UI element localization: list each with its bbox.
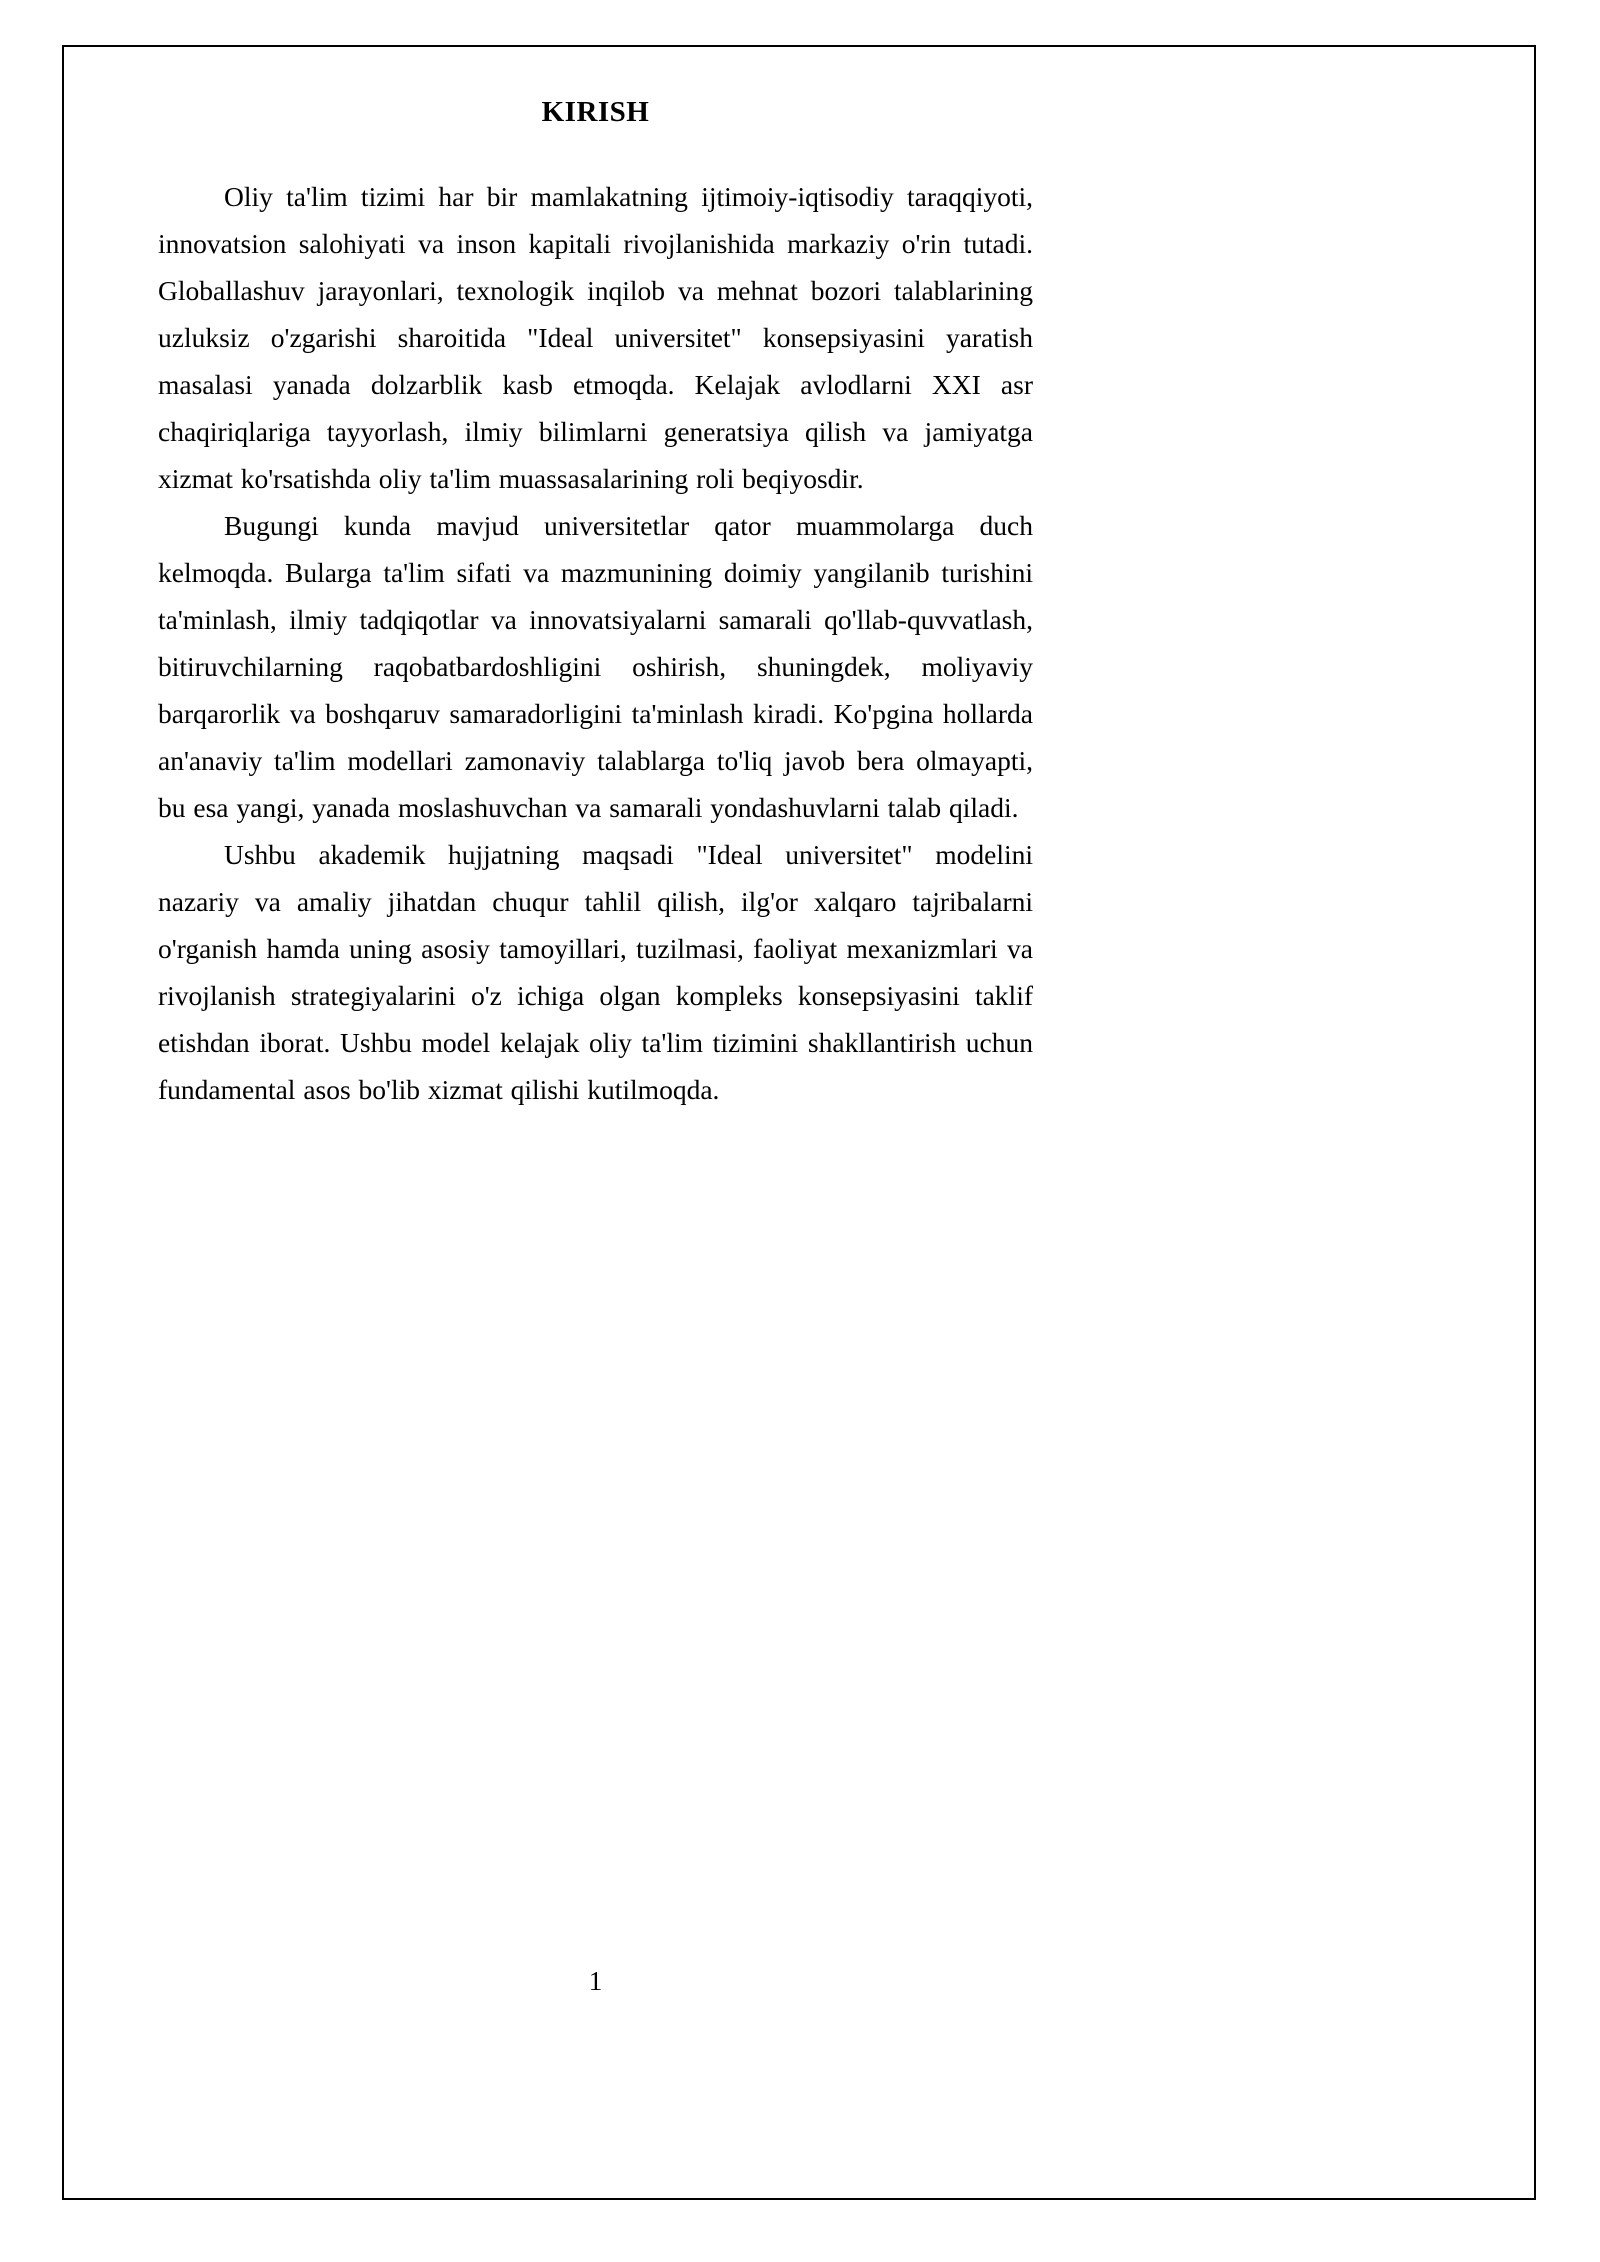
document-body [158, 96, 1033, 1113]
paragraph-1: Oliy ta'lim tizimi har bir mamlakatning ijtimoiy-iqtisodiy taraqqiyoti, innovatsion salohiyati va inson kapitali rivojlanishida markaziy o'rin tutadi. Globallashuv jarayonlari, texnologik inqilob va mehnat bozori talablarining uzluksiz o'zgarishi sharoitida "Ideal universitet" konsepsiyasini yaratish masalasi yanada dolzarblik kasb etmoqda. Kelajak avlodlarni XXI asr chaqiriqlariga tayyorlash, ilmiy bilimlarni generatsiya qilish va jamiyatga xizmat ko'rsatishda oliy ta'lim muassasalarining roli beqiyosdir. [158, 181, 1033, 494]
document-title: KIRISH [541, 96, 650, 128]
paragraph-2: Bugungi kunda mavjud universitetlar qator muammolarga duch kelmoqda. Bularga ta'lim sifati va mazmunining doimiy yangilanib turishini ta'minlash, ilmiy tadqiqotlar va innovatsiyalarni samarali qo'llab-quvvatlash, bitiruvchilarning raqobatbardoshligini oshirish, shuningdek, moliyaviy barqarorlik va boshqaruv samaradorligini ta'minlash kiradi. Ko'pgina hollarda an'anaviy ta'lim modellari zamonaviy talablarga to'liq javob bera olmayapti, bu esa yangi, yanada moslashuvchan va samarali yondashuvlarni talab qiladi. [158, 510, 1033, 823]
page-number: 1 [588, 1966, 603, 1996]
paragraph-3: Ushbu akademik hujjatning maqsadi "Ideal universitet" modelini nazariy va amaliy jihatdan chuqur tahlil qilish, ilg'or xalqaro tajribalarni o'rganish hamda uning asosiy tamoyillari, tuzilmasi, faoliyat mexanizmlari va rivojlanish strategiyalarini o'z ichiga olgan kompleks konsepsiyasini taklif etishdan iborat. Ushbu model kelajak oliy ta'lim tizimini shakllantirish uchun fundamental asos bo'lib xizmat qilishi kutilmoqda. [158, 839, 1033, 1105]
